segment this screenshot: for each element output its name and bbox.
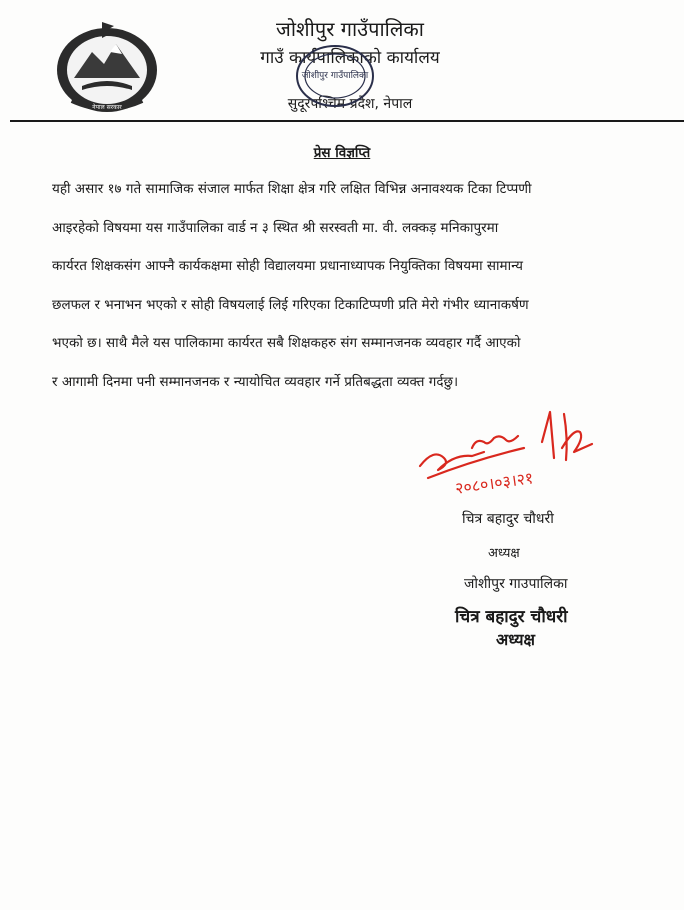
office-name: गाउँ कार्यपालिकाको कार्यालय xyxy=(260,48,440,68)
role-seal: अध्यक्ष xyxy=(496,630,535,649)
name-seal: चित्र बहादुर चौधरी xyxy=(455,607,568,627)
svg-text:जोशीपुर गाउँपालिका: जोशीपुर गाउँपालिका xyxy=(301,71,369,81)
signatory-role: अध्यक्ष xyxy=(488,546,520,561)
press-release-body xyxy=(52,172,652,403)
svg-text:२०८०।०३।२१: २०८०।०३।२१ xyxy=(453,468,535,498)
signatory-organization: जोशीपुर गाउपालिका xyxy=(464,576,568,592)
office-location: सुदूरपश्चिम प्रदेश, नेपाल xyxy=(287,96,413,112)
body-line: र आगामी दिनमा पनी सम्मानजनक र न्यायोचित व्यवहार गर्ने प्रतिबद्धता व्यक्त गर्दछु। xyxy=(52,373,459,390)
body-line: कार्यरत शिक्षकसंग आफ्नै कार्यकक्षमा सोही विद्यालयमा प्रधानाध्यापक नियुक्तिका विषयमा सामान्य xyxy=(52,258,523,274)
signatory-name: चित्र बहादुर चौधरी xyxy=(462,511,554,527)
header-rule xyxy=(10,120,684,122)
body-line: यही असार १७ गते सामाजिक संजाल मार्फत शिक्षा क्षेत्र गरि लक्षित विभिन्न अनावश्यक टिका टिप्पणी xyxy=(52,181,532,197)
body-line: छलफल र भनाभन भएको र सोही विषयलाई लिई गरिएका टिकाटिप्पणी प्रति मेरो गंभीर ध्यानाकर्षण xyxy=(52,296,529,313)
municipality-name: जोशीपुर गाउँपालिका xyxy=(276,17,424,41)
nepal-government-emblem-icon xyxy=(52,16,162,116)
document-title: प्रेस विज्ञप्ति xyxy=(313,145,371,161)
svg-text:नेपाल सरकार: नेपाल सरकार xyxy=(92,104,122,111)
body-line: भएको छ। साथै मैले यस पालिकामा कार्यरत सबै शिक्षकहरु संग सम्मानजनक व्यवहार गर्दै आएको xyxy=(52,335,521,351)
body-line: आइरहेको विषयमा यस गाउँपालिका वार्ड न ३ स्थित श्री सरस्वती मा. वी. लक्कड़ मनिकापुरमा xyxy=(52,219,499,236)
office-stamp xyxy=(290,40,380,112)
handwritten-signature xyxy=(414,408,604,506)
